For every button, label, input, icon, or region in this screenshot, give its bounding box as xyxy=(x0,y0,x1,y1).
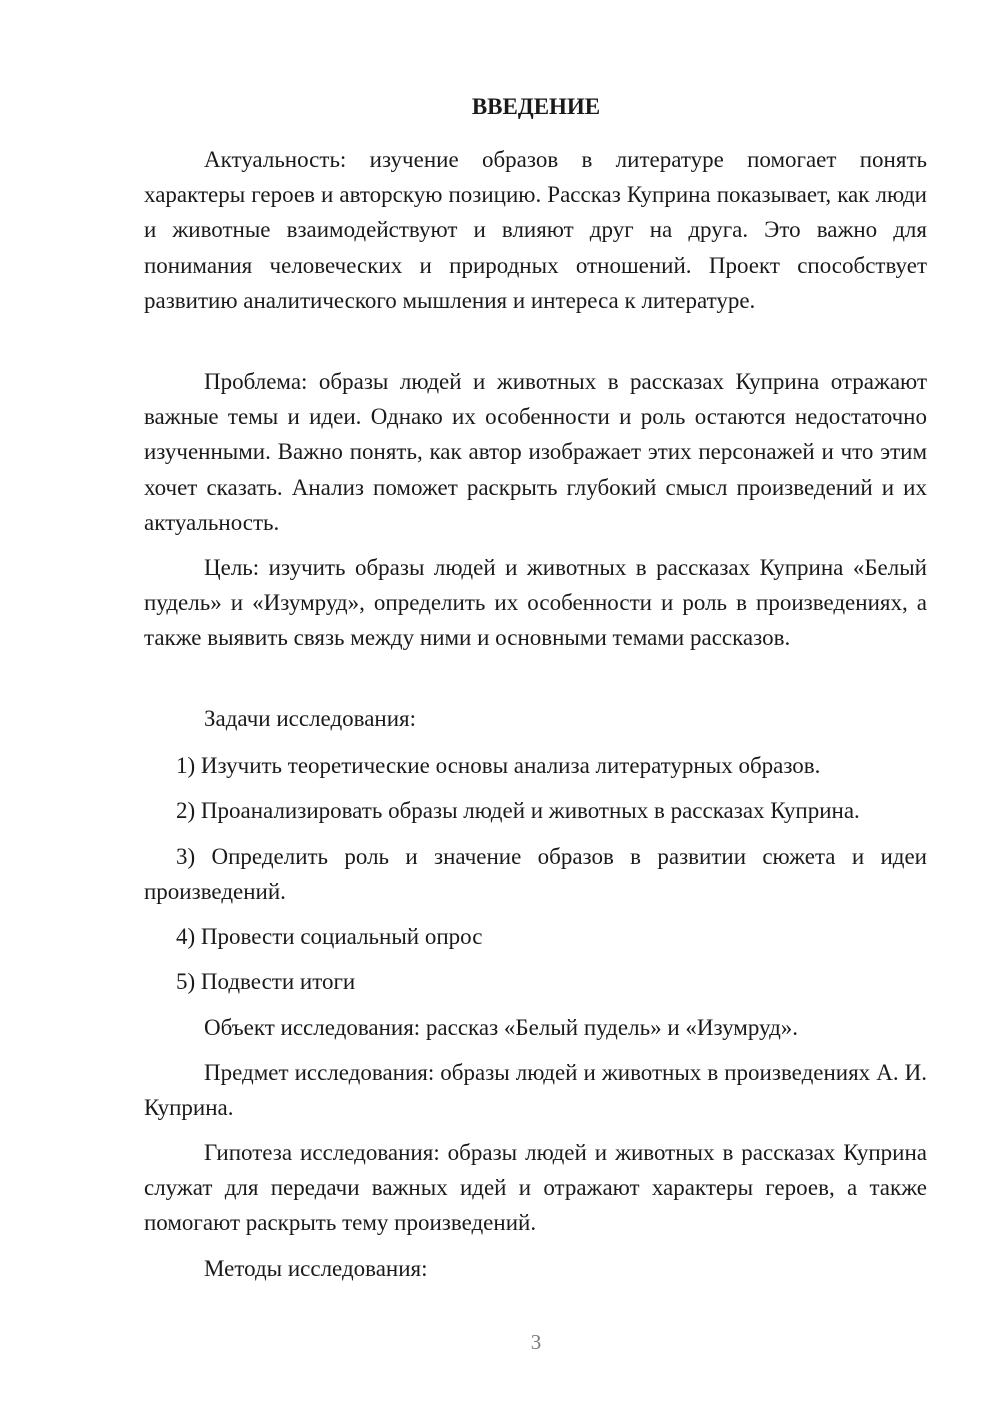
paragraph-goal: Цель: изучить образы людей и животных в рассказах Куприна «Белый пудель» и «Изумруд», определить их особенности и роль в произведениях, а также выявить связь между ними и основными темами рассказов. xyxy=(144,555,927,651)
task-item-3: 3) Определить роль и значение образов в развитии сюжета и идеи произведений. xyxy=(144,844,927,905)
task-item-5: 5) Подвести итоги xyxy=(176,969,356,994)
task-item-2: 2) Проанализировать образы людей и животных в рассказах Куприна. xyxy=(176,798,860,823)
paragraph-relevance: Актуальность: изучение образов в литературе помогает понять характеры героев и авторскую позицию. Рассказ Куприна показывает, как люди и животные взаимодействуют и влияют друг на друга. Это важно для понимания человеческих и природных отношений. Проект способствует развитию аналитического мышления и интереса к литературе. xyxy=(144,147,927,313)
paragraph-problem: Проблема: образы людей и животных в рассказах Куприна отражают важные темы и идеи. Однако их особенности и роль остаются недостаточно изученными. Важно понять, как автор изображает этих персонажей и что этим хочет сказать. Анализ поможет раскрыть глубокий смысл произведений и их актуальность. xyxy=(144,369,927,535)
page-number: 3 xyxy=(530,1330,542,1354)
paragraph-object: Объект исследования: рассказ «Белый пудель» и «Изумруд». xyxy=(204,1015,799,1040)
paragraph-methods: Методы исследования: xyxy=(204,1256,428,1281)
task-item-4: 4) Провести социальный опрос xyxy=(176,924,483,949)
tasks-title: Задачи исследования: xyxy=(204,706,417,731)
page-title: ВВЕДЕНИЕ xyxy=(471,94,601,119)
paragraph-hypothesis: Гипотеза исследования: образы людей и животных в рассказах Куприна служат для передачи важных идей и отражают характеры героев, а также помогают раскрыть тему произведений. xyxy=(144,1140,927,1236)
paragraph-subject: Предмет исследования: образы людей и животных в произведениях А. И. Куприна. xyxy=(144,1060,927,1121)
task-item-1: 1) Изучить теоретические основы анализа литературных образов. xyxy=(176,753,821,778)
